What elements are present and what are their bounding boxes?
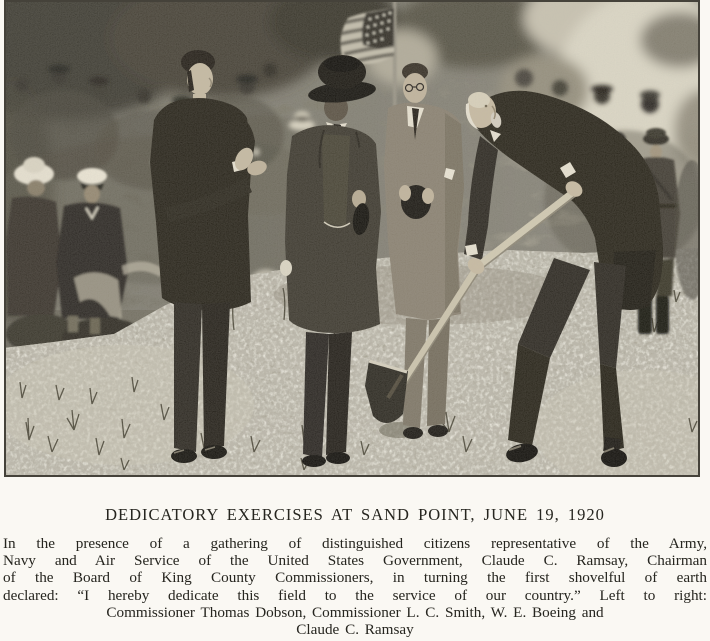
photograph-art xyxy=(4,0,700,477)
caption-line: Claude C. Ramsay xyxy=(296,621,414,639)
caption-line: Navy and Air Service of the United States Government, Claude C. Ramsay, Chairman xyxy=(3,552,707,570)
photo-caption-title: DEDICATORY EXERCISES AT SAND POINT, JUNE 19, 1920 xyxy=(105,505,605,524)
caption-line: of the Board of King County Commissioners, in turning the first shovelful of earth xyxy=(3,569,707,587)
caption-line: In the presence of a gathering of distinguished citizens representative of the Army, xyxy=(3,535,707,552)
photo-caption-body xyxy=(0,535,710,638)
caption-block xyxy=(0,477,710,638)
film-grain xyxy=(4,0,700,477)
caption-line: declared: “I hereby dedicate this field to the service of our country.” Left to right: xyxy=(3,586,707,604)
photograph xyxy=(4,0,700,477)
caption-line: Commissioner Thomas Dobson, Commissioner L. C. Smith, W. E. Boeing and xyxy=(106,603,604,621)
